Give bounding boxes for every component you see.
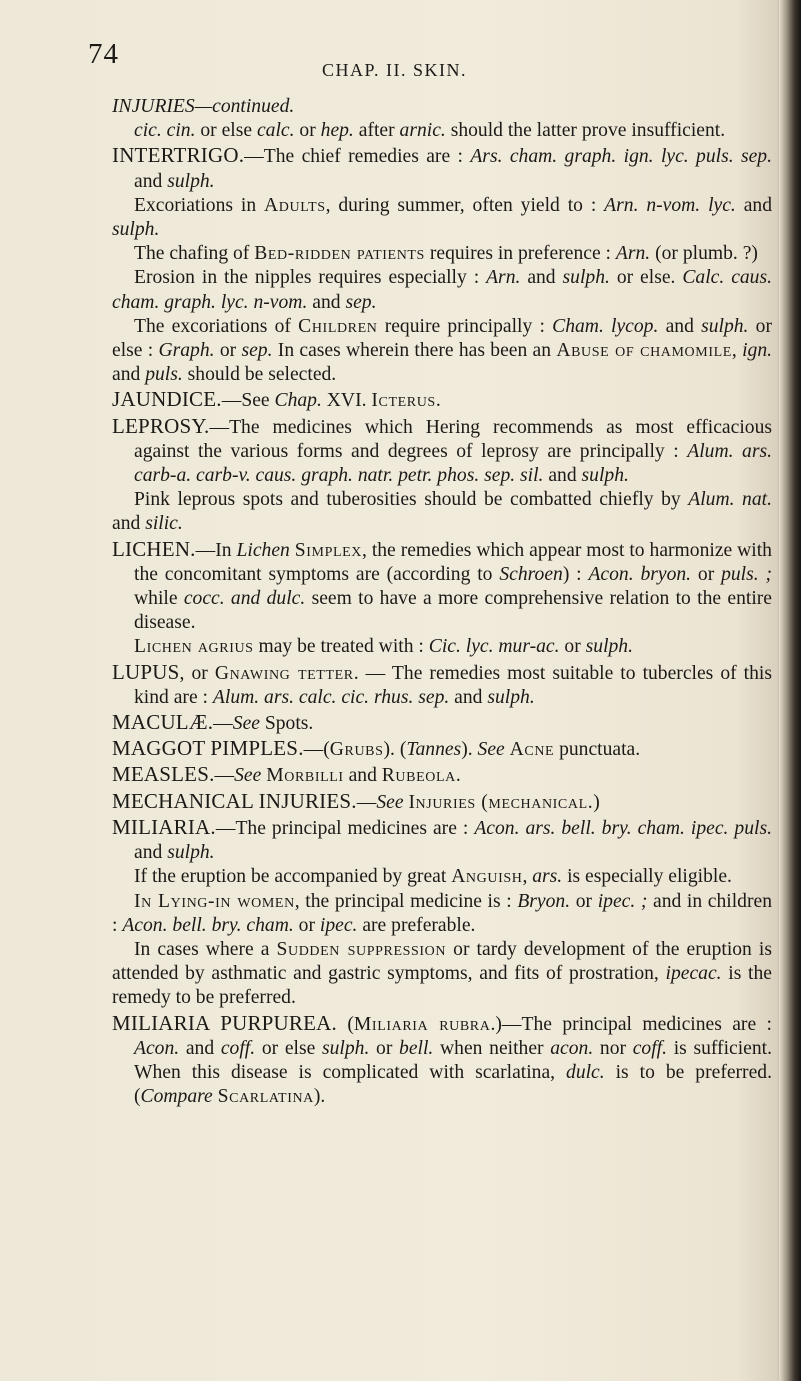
text-run: or tardy development of the eruption is attended by asthmatic and gastric symptoms, and fits of prostration,	[112, 938, 772, 985]
text-run: Bed-ridden patients	[254, 243, 425, 265]
text-run: sep.	[345, 291, 377, 313]
page-number: 74	[88, 38, 119, 70]
entry-heading: MILIARIA.	[112, 814, 216, 839]
text-run: nor	[593, 1037, 633, 1059]
entry-heading: MEASLES.	[112, 762, 215, 787]
text-run: and in children :	[112, 890, 772, 936]
text-run: (or plumb. ?)	[650, 243, 758, 265]
paragraph	[112, 414, 772, 489]
text-run: or	[570, 890, 598, 912]
paragraph	[112, 890, 772, 938]
paragraph	[112, 938, 772, 1011]
paragraph	[112, 762, 772, 788]
text-run: Alum. ars. calc. cic. rhus. sep.	[212, 686, 450, 708]
text-run: Lichen agrius	[134, 636, 254, 658]
text-run: or	[214, 340, 242, 362]
text-run: —The medicines which Hering recommends as most efficacious against the various forms and degrees of leprosy are principally :	[134, 416, 772, 462]
text-run: Calc. caus. cham. graph. lyc. n-vom.	[112, 267, 773, 313]
paragraph	[112, 266, 772, 314]
text-run: after	[353, 120, 400, 142]
text-run: The excoriations of	[134, 315, 299, 337]
text-run: seem to have a more comprehensive relation to the entire disease.	[134, 588, 772, 634]
text-run: Rubeola	[381, 765, 456, 787]
text-run: Acon. bryon.	[588, 563, 692, 585]
text-run: should the latter prove insufficient.	[445, 120, 726, 142]
text-run: sulph.	[581, 465, 629, 487]
text-run: puls. ;	[721, 563, 773, 585]
text-run: and	[134, 170, 168, 192]
paragraph	[112, 315, 772, 388]
paragraph	[112, 95, 772, 119]
text-run: and	[543, 465, 582, 487]
text-run: In cases wherein there has been an	[272, 340, 557, 362]
text-run: ign.	[742, 340, 773, 362]
entry-heading: LUPUS	[112, 659, 180, 684]
text-run: is sufficient. When this disease is complicated with scarlatina,	[134, 1037, 772, 1083]
text-run: Simplex	[294, 539, 362, 561]
text-run: coff.	[220, 1037, 256, 1059]
text-run: when neither	[433, 1037, 551, 1059]
text-run: bell.	[399, 1037, 434, 1059]
text-run: Arn. n-vom. lyc.	[604, 194, 736, 216]
entry-heading: JAUNDICE.	[112, 387, 222, 412]
text-run: —The principal medicines are :	[215, 817, 475, 839]
text-run: Arn.	[615, 243, 651, 265]
text-run: sulph.	[167, 170, 215, 192]
text-run: Acne	[509, 739, 555, 761]
text-run: while	[134, 588, 184, 610]
text-run: silic.	[145, 513, 183, 535]
text-run: Pink leprous spots and tuberosities should be combatted chiefly by	[134, 489, 689, 511]
text-run: ipec.	[319, 914, 358, 936]
text-run: puls.	[145, 364, 183, 386]
text-run: or	[559, 636, 586, 658]
paragraph	[112, 1011, 772, 1110]
text-run: Adults	[264, 194, 326, 216]
text-run: arnic.	[399, 120, 446, 142]
text-run: —	[214, 765, 235, 787]
text-run: or	[369, 1037, 400, 1059]
text-run: Morbilli	[266, 765, 344, 787]
text-run: , the remedies which appear most to harmonize with the concomitant symptoms are (according to	[134, 539, 772, 585]
text-run: ,	[731, 340, 743, 362]
paragraph	[112, 119, 772, 143]
text-run: requires in preference :	[424, 243, 616, 265]
text-run: See	[234, 765, 262, 787]
text-run: and	[179, 1037, 221, 1059]
paragraph	[112, 815, 772, 865]
text-run: If the eruption be accompanied by great	[134, 866, 452, 888]
text-run: ) :	[562, 563, 589, 585]
text-run: or else	[255, 1037, 322, 1059]
paragraph	[112, 789, 772, 815]
text-run: or else :	[112, 315, 772, 362]
running-head: CHAP. II. SKIN.	[322, 60, 468, 80]
text-run: require principally :	[377, 315, 553, 337]
paragraph	[112, 387, 772, 413]
text-run: cocc. and dulc.	[183, 588, 306, 610]
text-run: See	[477, 739, 505, 761]
text-run: sulph.	[701, 315, 749, 337]
paragraph	[112, 537, 772, 636]
text-run: , during summer, often yield to :	[325, 194, 605, 216]
paragraph	[112, 660, 772, 710]
text-run: Icterus	[371, 390, 436, 412]
text-run: Schroen	[499, 563, 563, 585]
text-run: , the principal medicine is :	[294, 890, 518, 912]
text-run: The chafing of	[134, 243, 255, 265]
text-run: Anguish	[451, 866, 523, 888]
text-run: Tannes	[406, 739, 462, 761]
text-run: Acon. ars. bell. bry. cham. ipec. puls.	[474, 817, 772, 839]
text-run: Sudden suppression	[276, 938, 447, 960]
text-run: —The chief remedies are :	[244, 146, 471, 168]
text-run: and	[343, 765, 382, 787]
text-run: Bryon.	[517, 890, 571, 912]
text-run: —	[356, 791, 377, 813]
text-run: ).	[313, 1086, 326, 1108]
text-run: Gnawing tetter	[214, 662, 354, 684]
text-run: ars.	[532, 866, 563, 888]
paragraph	[112, 635, 772, 659]
text-run: See	[376, 791, 404, 813]
paragraph	[112, 710, 772, 736]
text-run: sulph.	[167, 842, 215, 864]
text-run: Lichen	[236, 539, 290, 561]
page-edge-shadow	[779, 0, 801, 1381]
text-run: In Lying-in women	[134, 890, 295, 912]
text-run: is especially eligible.	[562, 866, 732, 888]
entry-heading: MACULÆ.	[112, 710, 214, 735]
text-run: XVI.	[321, 390, 372, 412]
text-run: may be treated with :	[253, 636, 429, 658]
text-run: Scarlatina	[217, 1086, 314, 1108]
text-run: and	[112, 364, 146, 386]
text-run: are preferable.	[357, 914, 476, 936]
paragraph	[112, 865, 772, 889]
text-run: Chap.	[274, 390, 322, 412]
text-run: See	[232, 713, 260, 735]
text-run: Injuries (mechanical.)	[408, 791, 601, 813]
body-text	[112, 95, 772, 1109]
paragraph	[112, 242, 772, 266]
text-run: and	[134, 842, 168, 864]
text-run: Cic. lyc. mur-ac.	[428, 636, 560, 658]
text-run: ipec. ;	[597, 890, 648, 912]
text-run: or	[294, 120, 321, 142]
text-run: Grubs	[329, 739, 384, 761]
text-run: .	[455, 765, 461, 787]
text-run: Graph.	[158, 340, 215, 362]
text-run: Children	[298, 315, 378, 337]
entry-heading: MECHANICAL INJURIES.	[112, 788, 357, 813]
text-run: Acon.	[134, 1037, 180, 1059]
text-run: Excoriations in	[134, 194, 265, 216]
paragraph	[112, 736, 772, 762]
text-run: .)—The principal medicines are :	[490, 1013, 772, 1035]
text-run: should be selected.	[182, 364, 337, 386]
text-run: Alum. ars. carb-a. carb-v. caus. graph. natr. petr. phos. sep. sil.	[134, 440, 772, 487]
text-run: dulc.	[566, 1061, 605, 1083]
text-run: sulph.	[321, 1037, 370, 1059]
text-run: sulph.	[562, 267, 610, 289]
text-run: (	[336, 1013, 354, 1035]
text-run: Arn.	[486, 267, 521, 289]
text-run: punctuata.	[554, 739, 641, 761]
text-run: or	[293, 914, 320, 936]
text-run: coff.	[632, 1037, 668, 1059]
text-run: is the remedy to be preferred.	[112, 963, 772, 1009]
text-run: and	[449, 686, 488, 708]
text-run: Cham. lycop.	[552, 315, 659, 337]
text-run: Compare	[140, 1086, 213, 1108]
text-run: INJURIES—continued.	[112, 96, 295, 117]
text-run: Spots.	[259, 713, 314, 735]
text-run: and	[112, 513, 146, 535]
text-run: sep.	[241, 340, 273, 362]
text-run: —(	[303, 739, 330, 761]
text-run: In cases where a	[134, 938, 277, 960]
text-run: or else.	[609, 267, 683, 289]
entry-heading: MILIARIA PURPUREA.	[112, 1010, 337, 1035]
text-run: calc.	[256, 120, 295, 142]
paragraph	[112, 143, 772, 193]
text-run: .	[435, 390, 441, 412]
text-run: ipecac.	[665, 963, 722, 985]
text-run: Abuse of chamomile	[556, 340, 732, 362]
text-run: acon.	[550, 1037, 594, 1059]
entry-heading: LICHEN.	[112, 536, 196, 561]
text-run: or	[691, 563, 722, 585]
text-run: —See	[221, 390, 275, 412]
text-run: Ars. cham. graph. ign. lyc. puls. sep.	[470, 146, 772, 168]
paragraph	[112, 488, 772, 536]
text-run: and	[735, 194, 772, 216]
text-run: Erosion in the nipples requires especially :	[134, 267, 487, 289]
text-run: and	[307, 291, 346, 313]
text-run: ). (	[383, 739, 407, 761]
text-run: —In	[195, 539, 237, 561]
text-run: hep.	[320, 120, 354, 142]
text-run: Alum. nat.	[688, 489, 772, 511]
text-run: sulph.	[112, 219, 160, 241]
text-run: sulph.	[585, 636, 633, 658]
text-run: sulph.	[487, 686, 535, 708]
paragraph	[112, 194, 772, 242]
entry-heading: LEPROSY.	[112, 413, 210, 438]
entry-heading: MAGGOT PIMPLES.	[112, 736, 304, 761]
text-run: and	[658, 315, 702, 337]
text-run: —	[213, 713, 233, 735]
text-run: . — The remedies most suitable to tubercles of this kind are :	[134, 662, 772, 708]
text-run: cic. cin.	[134, 120, 196, 142]
text-run: or else	[195, 120, 257, 142]
entry-heading: INTERTRIGO.	[112, 143, 245, 168]
text-run: , or	[179, 662, 215, 684]
text-run: Miliaria rubra	[353, 1013, 491, 1035]
text-run: is to be preferred. (	[134, 1061, 772, 1108]
text-run: Acon. bell. bry. cham.	[122, 914, 294, 936]
text-run: ).	[461, 739, 478, 761]
text-run: and	[520, 267, 563, 289]
text-run: ,	[522, 866, 533, 888]
